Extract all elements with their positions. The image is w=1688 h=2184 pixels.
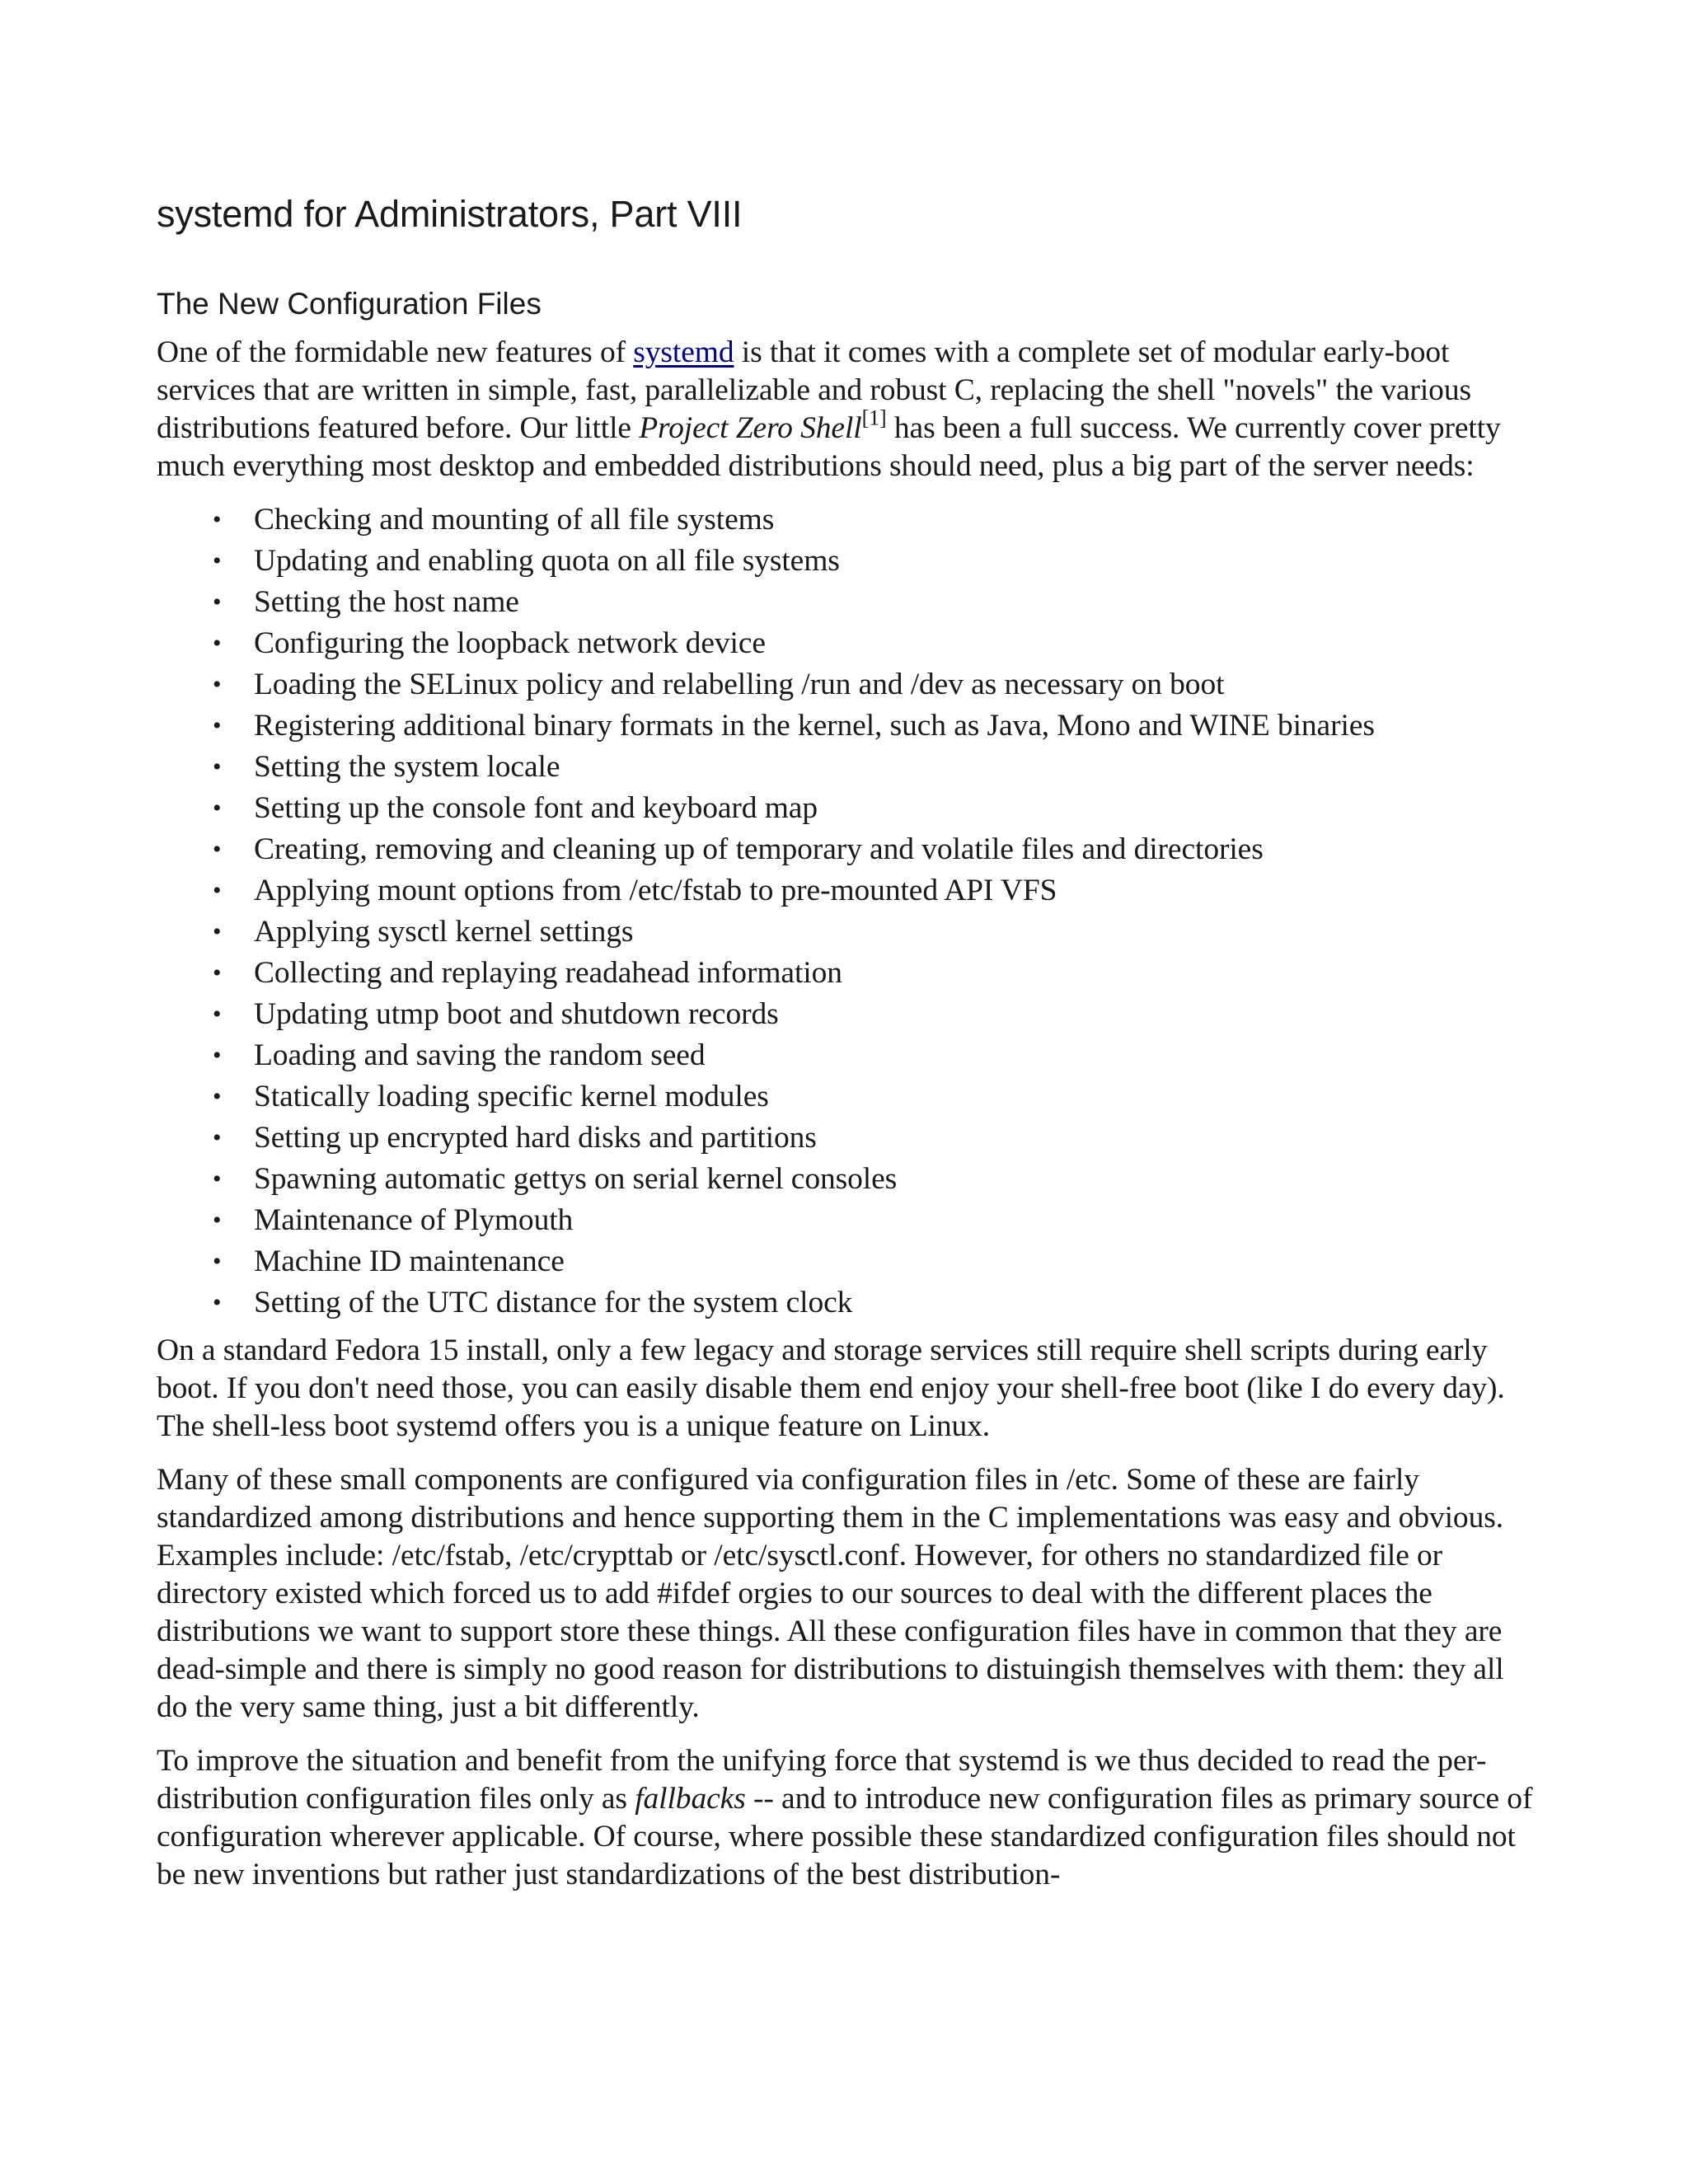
improve-text-start: To improve the situation and benefit from the unifying force that systemd is we thus decided to read the per-distribution configuration files only as — [157, 1744, 1487, 1816]
list-item-text: Setting the host name — [254, 585, 519, 619]
list-item — [157, 705, 1541, 747]
document-title: systemd for Administrators, Part VIII — [157, 193, 743, 235]
config-files-paragraph: Many of these small components are configured via configuration files in /etc. Some of these are fairly standardized among distributions and hence supporting them in the C implementations was easy and obvious. Examples include: /etc/fstab, /etc/crypttab or /etc/sysctl.conf. However, for others no standardized file or directory existed which forced us to add #ifdef orgies to our sources to deal with the different places the distributions we want to support store these things. All these configuration files have in common that they are dead-simple and there is simply no good reason for distributions to distuingish themselves with them: they all do the very same thing, just a bit differently. — [157, 1463, 1504, 1724]
list-item — [157, 1118, 1541, 1159]
improve-text-end: -- and to introduce new configuration files as primary source of configuration wherever applicable. Of course, where possible these standardized configuration files should not be new inventions but rather just standardizations of the best distribution- — [157, 1782, 1533, 1891]
systemd-link[interactable]: systemd — [633, 335, 734, 369]
list-item — [157, 623, 1541, 664]
list-item-text: Setting up the console font and keyboard map — [254, 791, 818, 825]
bullet-icon: • — [213, 547, 222, 574]
project-zero-shell-emphasis: Project Zero Shell — [639, 411, 862, 445]
bullet-icon: • — [213, 506, 222, 533]
list-item-text: Statically loading specific kernel modules — [254, 1080, 769, 1113]
bullet-icon: • — [213, 1248, 222, 1275]
bullet-icon: • — [213, 1207, 222, 1234]
bullet-icon: • — [213, 712, 222, 739]
list-item-text: Registering additional binary formats in the kernel, such as Java, Mono and WINE binaries — [254, 709, 1375, 743]
document-page — [157, 188, 1541, 1894]
list-item — [157, 912, 1541, 953]
intro-text-start: One of the formidable new features of — [157, 335, 634, 369]
bullet-icon: • — [213, 1289, 222, 1316]
bullet-icon: • — [213, 1042, 222, 1069]
bullet-icon: • — [213, 1124, 222, 1151]
list-item-text: Setting of the UTC distance for the system clock — [254, 1286, 853, 1319]
list-item — [157, 541, 1541, 582]
list-item-text: Maintenance of Plymouth — [254, 1203, 574, 1237]
intro-text-middle: is that it comes with a complete set of modular early-boot services that are written in simple, fast, parallelizable and robust C, replacing the shell "novels" the various distributions featured before. Our little — [157, 335, 1471, 445]
list-item-text: Applying sysctl kernel settings — [254, 915, 634, 949]
list-item — [157, 1035, 1541, 1076]
bullet-icon: • — [213, 877, 222, 904]
intro-text-end: has been a full success. We currently cover pretty much everything most desktop and embedded distributions should need, plus a big part of the server needs: — [157, 411, 1501, 483]
section-subtitle: The New Configuration Files — [157, 287, 542, 321]
list-item-text: Loading the SELinux policy and relabelling /run and /dev as necessary on boot — [254, 668, 1225, 701]
footnote-ref-1[interactable]: [1] — [861, 405, 887, 430]
bullet-icon: • — [213, 588, 222, 616]
list-item-text: Loading and saving the random seed — [254, 1038, 706, 1072]
list-item-text: Spawning automatic gettys on serial kernel consoles — [254, 1162, 898, 1196]
list-item — [157, 994, 1541, 1035]
bullet-icon: • — [213, 1083, 222, 1110]
list-item — [157, 953, 1541, 994]
fedora-paragraph: On a standard Fedora 15 install, only a few legacy and storage services still require shell scripts during early boot. If you don't need those, you can easily disable them end enjoy your shell-free boot (like I do every day). The shell-less boot systemd offers you is a unique feature on Linux. — [157, 1333, 1505, 1443]
list-item — [157, 582, 1541, 623]
list-item-text: Updating and enabling quota on all file systems — [254, 544, 840, 578]
list-item — [157, 664, 1541, 705]
list-item-text: Updating utmp boot and shutdown records — [254, 997, 779, 1031]
services-list — [157, 499, 1541, 1324]
list-item — [157, 1241, 1541, 1282]
bullet-icon: • — [213, 1165, 222, 1193]
bullet-icon: • — [213, 671, 222, 698]
bullet-icon: • — [213, 959, 222, 987]
list-item — [157, 1200, 1541, 1241]
fallbacks-emphasis: fallbacks — [635, 1782, 746, 1816]
bullet-icon: • — [213, 753, 222, 780]
intro-paragraph — [157, 334, 1541, 485]
list-item-text: Setting up encrypted hard disks and partitions — [254, 1121, 817, 1155]
list-item — [157, 1159, 1541, 1200]
improve-paragraph — [157, 1742, 1541, 1894]
bullet-icon: • — [213, 1001, 222, 1028]
list-item-text: Setting the system locale — [254, 750, 560, 784]
list-item-text: Creating, removing and cleaning up of temporary and volatile files and directories — [254, 832, 1264, 866]
list-item-text: Configuring the loopback network device — [254, 626, 766, 660]
list-item-text: Collecting and replaying readahead information — [254, 956, 842, 990]
bullet-icon: • — [213, 918, 222, 945]
list-item — [157, 1282, 1541, 1324]
bullet-icon: • — [213, 794, 222, 822]
list-item-text: Machine ID maintenance — [254, 1244, 565, 1278]
bullet-icon: • — [213, 630, 222, 657]
list-item — [157, 870, 1541, 912]
list-item — [157, 1076, 1541, 1118]
list-item — [157, 747, 1541, 788]
bullet-icon: • — [213, 836, 222, 863]
list-item — [157, 499, 1541, 541]
list-item — [157, 788, 1541, 829]
list-item-text: Checking and mounting of all file systems — [254, 503, 775, 537]
list-item-text: Applying mount options from /etc/fstab to pre-mounted API VFS — [254, 874, 1057, 907]
list-item — [157, 829, 1541, 870]
